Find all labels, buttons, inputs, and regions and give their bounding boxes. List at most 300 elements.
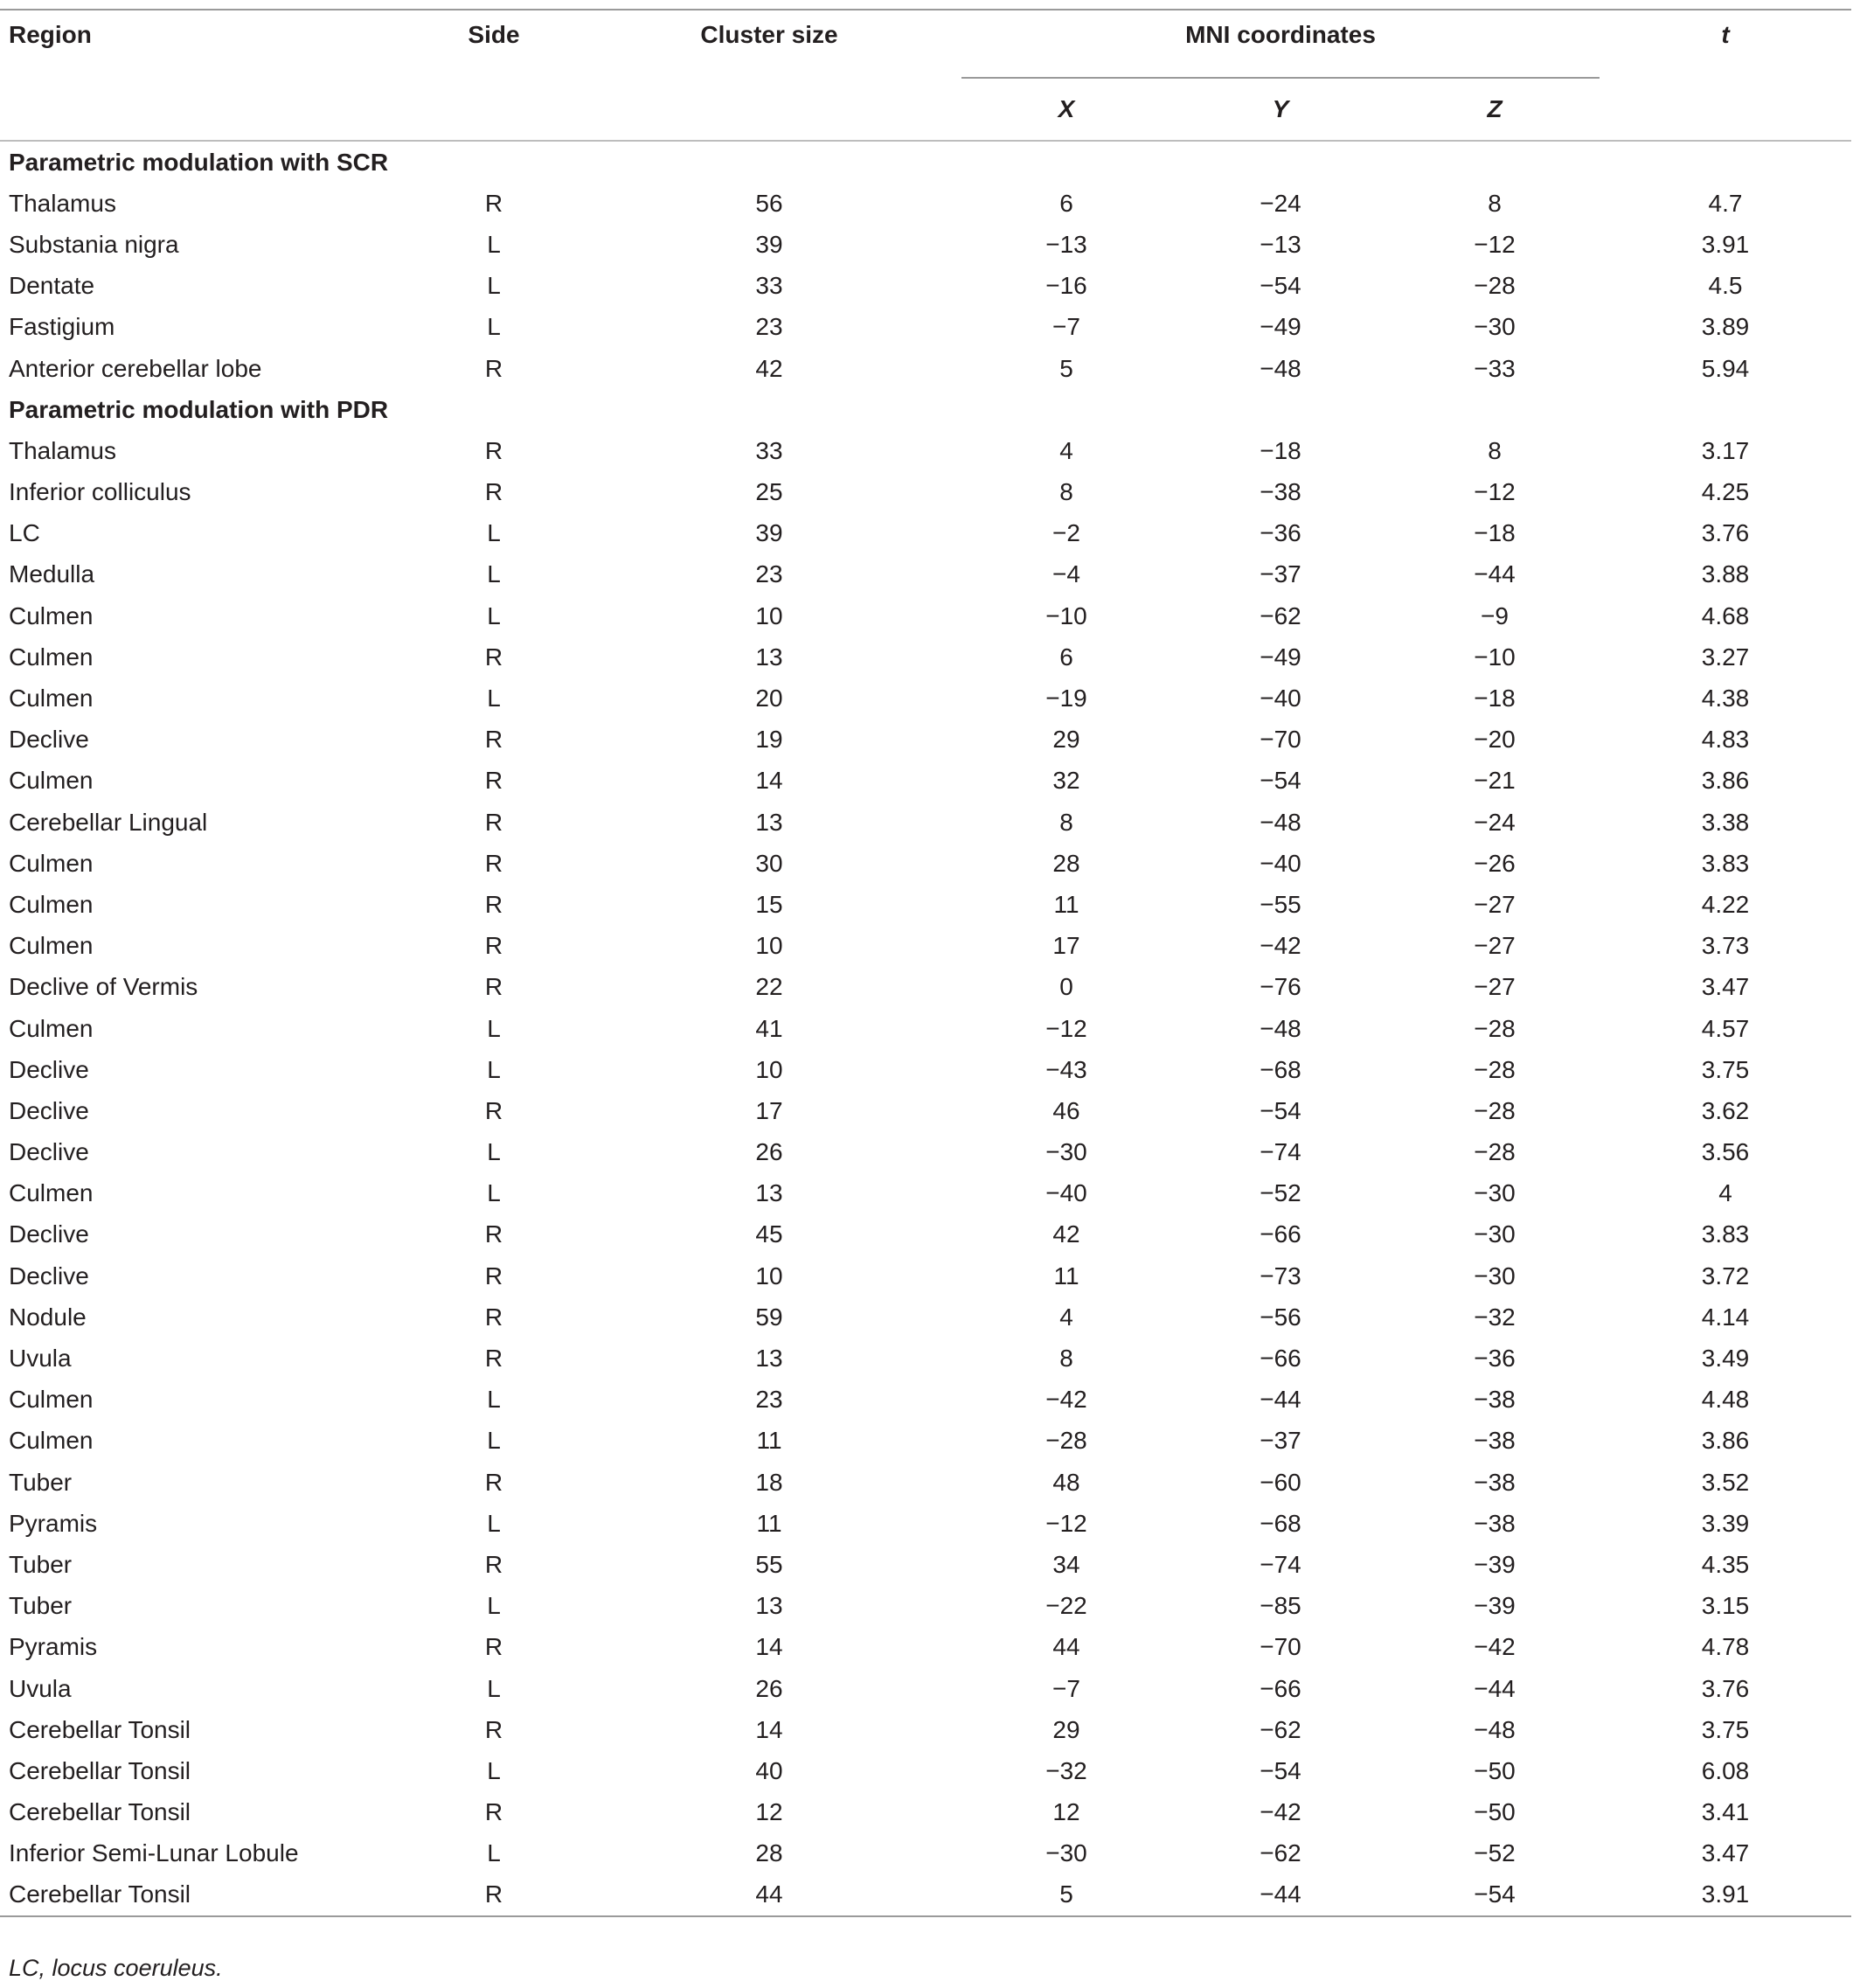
table-row bbox=[0, 1338, 1851, 1379]
cell-region: Tuber bbox=[9, 1550, 73, 1578]
cell-cluster-size: 33 bbox=[755, 436, 783, 464]
table-row bbox=[0, 224, 1851, 265]
cell-t: 4.25 bbox=[1701, 478, 1750, 506]
cell-x: 28 bbox=[1052, 849, 1080, 877]
cell-region: Uvula bbox=[9, 1674, 72, 1702]
header-cluster-size: Cluster size bbox=[700, 21, 838, 48]
cell-side: R bbox=[484, 643, 503, 671]
cell-z: −33 bbox=[1474, 354, 1516, 382]
cell-y: −48 bbox=[1260, 1014, 1301, 1042]
cell-y: −74 bbox=[1260, 1550, 1301, 1578]
cell-region: Culmen bbox=[9, 601, 94, 629]
cell-z: −50 bbox=[1474, 1798, 1516, 1826]
cell-cluster-size: 23 bbox=[755, 1386, 783, 1414]
cell-side: L bbox=[487, 560, 501, 588]
cell-x: 11 bbox=[1053, 1262, 1079, 1289]
cell-cluster-size: 11 bbox=[756, 1509, 782, 1537]
cell-region: Thalamus bbox=[9, 189, 116, 217]
cell-x: −13 bbox=[1045, 230, 1087, 258]
section-header-row bbox=[0, 141, 1851, 183]
cell-t: 4.57 bbox=[1701, 1014, 1750, 1042]
cell-x: 11 bbox=[1053, 890, 1079, 918]
cell-cluster-size: 59 bbox=[755, 1303, 783, 1331]
cell-y: −62 bbox=[1260, 1839, 1301, 1867]
cell-cluster-size: 40 bbox=[755, 1756, 783, 1784]
cell-y: −49 bbox=[1260, 643, 1301, 671]
table-row bbox=[0, 1380, 1851, 1421]
header-mni-coordinates bbox=[961, 10, 1600, 79]
cell-side: R bbox=[484, 808, 503, 836]
table-row bbox=[0, 1421, 1851, 1462]
cell-z: −42 bbox=[1474, 1633, 1516, 1661]
cell-cluster-size: 19 bbox=[755, 726, 783, 754]
cell-y: −74 bbox=[1260, 1138, 1301, 1166]
table-row bbox=[0, 761, 1851, 802]
cell-cluster-size: 13 bbox=[755, 808, 783, 836]
cell-t: 3.15 bbox=[1701, 1592, 1750, 1620]
cell-cluster-size: 45 bbox=[755, 1220, 783, 1248]
table-body bbox=[0, 141, 1851, 1916]
cell-z: −39 bbox=[1474, 1592, 1516, 1620]
cell-region: Cerebellar Tonsil bbox=[9, 1798, 191, 1826]
table-row bbox=[0, 1503, 1851, 1544]
header-x: X bbox=[1058, 95, 1075, 122]
cell-side: R bbox=[484, 1345, 503, 1373]
cell-side: L bbox=[487, 1592, 501, 1620]
table-row bbox=[0, 513, 1851, 554]
cell-region: Tuber bbox=[9, 1468, 73, 1496]
table-row bbox=[0, 1586, 1851, 1627]
cell-y: −68 bbox=[1260, 1055, 1301, 1083]
cell-x: 6 bbox=[1059, 643, 1073, 671]
cell-y: −42 bbox=[1260, 932, 1301, 960]
cell-t: 4.22 bbox=[1701, 890, 1750, 918]
table-row bbox=[0, 1750, 1851, 1791]
section-header-row bbox=[0, 389, 1851, 430]
table-row bbox=[0, 554, 1851, 595]
cell-t: 3.76 bbox=[1701, 1674, 1750, 1702]
table-row bbox=[0, 472, 1851, 513]
cell-t: 4.83 bbox=[1701, 726, 1750, 754]
cell-t: 3.86 bbox=[1701, 1427, 1750, 1455]
cell-t: 3.73 bbox=[1701, 932, 1750, 960]
table-row bbox=[0, 967, 1851, 1008]
cell-region: Cerebellar Tonsil bbox=[9, 1715, 191, 1743]
cell-y: −24 bbox=[1260, 189, 1301, 217]
cell-side: R bbox=[484, 1303, 503, 1331]
table-row bbox=[0, 1255, 1851, 1296]
cell-x: −32 bbox=[1045, 1756, 1087, 1784]
cell-side: R bbox=[484, 478, 503, 506]
cell-region: LC bbox=[9, 519, 40, 547]
table-row bbox=[0, 802, 1851, 843]
cell-t: 3.75 bbox=[1701, 1055, 1750, 1083]
cell-x: −30 bbox=[1045, 1839, 1087, 1867]
cell-side: L bbox=[487, 1179, 501, 1207]
cell-z: −38 bbox=[1474, 1509, 1516, 1537]
cell-z: −52 bbox=[1474, 1839, 1516, 1867]
cell-region: Declive bbox=[9, 1055, 89, 1083]
cell-y: −48 bbox=[1260, 354, 1301, 382]
cell-y: −66 bbox=[1260, 1674, 1301, 1702]
cell-y: −68 bbox=[1260, 1509, 1301, 1537]
cell-z: −44 bbox=[1474, 560, 1516, 588]
cell-z: −28 bbox=[1474, 1138, 1516, 1166]
section-title: Parametric modulation with SCR bbox=[9, 148, 389, 176]
table-row bbox=[0, 183, 1851, 224]
cell-side: R bbox=[484, 1798, 503, 1826]
cell-z: −28 bbox=[1474, 1096, 1516, 1124]
cell-t: 4.14 bbox=[1701, 1303, 1750, 1331]
cell-cluster-size: 41 bbox=[755, 1014, 783, 1042]
cell-z: −18 bbox=[1474, 519, 1516, 547]
cell-z: −36 bbox=[1474, 1345, 1516, 1373]
cell-cluster-size: 42 bbox=[755, 354, 783, 382]
cell-y: −54 bbox=[1260, 1756, 1301, 1784]
table-row bbox=[0, 719, 1851, 761]
cell-cluster-size: 22 bbox=[755, 973, 783, 1001]
cell-side: R bbox=[484, 1468, 503, 1496]
cell-x: 17 bbox=[1052, 932, 1080, 960]
cell-region: Culmen bbox=[9, 685, 94, 712]
cell-y: −36 bbox=[1260, 519, 1301, 547]
cell-side: R bbox=[484, 1715, 503, 1743]
cell-region: Anterior cerebellar lobe bbox=[9, 354, 262, 382]
cell-t: 3.83 bbox=[1701, 1220, 1750, 1248]
cell-t: 4.68 bbox=[1701, 601, 1750, 629]
cell-t: 3.62 bbox=[1701, 1096, 1750, 1124]
cell-side: L bbox=[487, 313, 501, 341]
cell-region: Pyramis bbox=[9, 1633, 98, 1661]
table-row bbox=[0, 266, 1851, 307]
cell-cluster-size: 39 bbox=[755, 230, 783, 258]
table-row bbox=[0, 1090, 1851, 1131]
cell-t: 3.49 bbox=[1701, 1345, 1750, 1373]
cell-t: 3.88 bbox=[1701, 560, 1750, 588]
cell-region: Culmen bbox=[9, 1386, 94, 1414]
table-row bbox=[0, 1544, 1851, 1585]
cell-t: 3.41 bbox=[1701, 1798, 1750, 1826]
cell-t: 3.89 bbox=[1701, 313, 1750, 341]
cell-cluster-size: 13 bbox=[755, 1179, 783, 1207]
cell-t: 3.76 bbox=[1701, 519, 1750, 547]
cell-t: 5.94 bbox=[1701, 354, 1750, 382]
cell-z: −54 bbox=[1474, 1880, 1516, 1908]
cell-y: −66 bbox=[1260, 1345, 1301, 1373]
table-row bbox=[0, 1792, 1851, 1833]
cell-x: −19 bbox=[1045, 685, 1087, 712]
cell-x: −12 bbox=[1045, 1509, 1087, 1537]
cell-x: 12 bbox=[1052, 1798, 1080, 1826]
cell-y: −62 bbox=[1260, 601, 1301, 629]
cell-x: 29 bbox=[1052, 726, 1080, 754]
cell-t: 3.47 bbox=[1701, 973, 1750, 1001]
cell-cluster-size: 10 bbox=[755, 1262, 783, 1289]
header-z: Z bbox=[1487, 95, 1503, 122]
cell-z: −38 bbox=[1474, 1386, 1516, 1414]
cell-side: L bbox=[487, 1055, 501, 1083]
cell-side: L bbox=[487, 1427, 501, 1455]
cell-z: −28 bbox=[1474, 1014, 1516, 1042]
cell-region: Cerebellar Lingual bbox=[9, 808, 208, 836]
table-row bbox=[0, 884, 1851, 925]
cell-x: 8 bbox=[1059, 478, 1073, 506]
cell-cluster-size: 28 bbox=[755, 1839, 783, 1867]
header-y: Y bbox=[1272, 95, 1289, 122]
cell-t: 3.39 bbox=[1701, 1509, 1750, 1537]
header-region: Region bbox=[9, 21, 92, 48]
header-mni-label: MNI coordinates bbox=[1185, 21, 1376, 48]
cell-y: −66 bbox=[1260, 1220, 1301, 1248]
cell-z: −30 bbox=[1474, 313, 1516, 341]
cell-y: −70 bbox=[1260, 1633, 1301, 1661]
table-row bbox=[0, 430, 1851, 471]
cell-z: −12 bbox=[1474, 230, 1516, 258]
cell-cluster-size: 39 bbox=[755, 519, 783, 547]
table-row bbox=[0, 307, 1851, 348]
cell-z: −30 bbox=[1474, 1179, 1516, 1207]
cell-cluster-size: 44 bbox=[755, 1880, 783, 1908]
cell-z: −20 bbox=[1474, 726, 1516, 754]
cell-t: 3.52 bbox=[1701, 1468, 1750, 1496]
cell-cluster-size: 14 bbox=[755, 1715, 783, 1743]
cell-z: −28 bbox=[1474, 272, 1516, 300]
cell-z: −26 bbox=[1474, 849, 1516, 877]
cell-x: −4 bbox=[1052, 560, 1080, 588]
cell-y: −40 bbox=[1260, 849, 1301, 877]
cell-region: Culmen bbox=[9, 643, 94, 671]
cell-cluster-size: 20 bbox=[755, 685, 783, 712]
cell-y: −52 bbox=[1260, 1179, 1301, 1207]
cell-side: R bbox=[484, 354, 503, 382]
cell-x: 42 bbox=[1052, 1220, 1080, 1248]
cell-y: −49 bbox=[1260, 313, 1301, 341]
cell-x: 46 bbox=[1052, 1096, 1080, 1124]
cell-region: Declive bbox=[9, 1220, 89, 1248]
cell-y: −54 bbox=[1260, 1096, 1301, 1124]
cell-cluster-size: 26 bbox=[755, 1674, 783, 1702]
cell-z: −30 bbox=[1474, 1262, 1516, 1289]
cell-y: −54 bbox=[1260, 272, 1301, 300]
cell-z: −50 bbox=[1474, 1756, 1516, 1784]
cell-z: −38 bbox=[1474, 1468, 1516, 1496]
cell-region: Declive bbox=[9, 1138, 89, 1166]
cell-z: −21 bbox=[1474, 767, 1516, 795]
section-title: Parametric modulation with PDR bbox=[9, 395, 389, 423]
cell-side: L bbox=[487, 1674, 501, 1702]
cell-x: 5 bbox=[1059, 1880, 1073, 1908]
cell-x: −16 bbox=[1045, 272, 1087, 300]
cell-y: −44 bbox=[1260, 1386, 1301, 1414]
cell-side: R bbox=[484, 1096, 503, 1124]
table-row bbox=[0, 1668, 1851, 1709]
cell-side: L bbox=[487, 1839, 501, 1867]
cell-y: −56 bbox=[1260, 1303, 1301, 1331]
cell-z: −32 bbox=[1474, 1303, 1516, 1331]
cell-t: 3.56 bbox=[1701, 1138, 1750, 1166]
cell-t: 4.78 bbox=[1701, 1633, 1750, 1661]
cell-t: 3.83 bbox=[1701, 849, 1750, 877]
cell-z: −12 bbox=[1474, 478, 1516, 506]
cell-z: −38 bbox=[1474, 1427, 1516, 1455]
cell-t: 4.35 bbox=[1701, 1550, 1750, 1578]
cell-side: R bbox=[484, 1633, 503, 1661]
cell-t: 4.5 bbox=[1708, 272, 1743, 300]
cell-x: 0 bbox=[1059, 973, 1073, 1001]
cell-x: 5 bbox=[1059, 354, 1073, 382]
table-row bbox=[0, 1874, 1851, 1916]
cell-cluster-size: 26 bbox=[755, 1138, 783, 1166]
cell-x: 34 bbox=[1052, 1550, 1080, 1578]
table-row bbox=[0, 1173, 1851, 1214]
cell-cluster-size: 13 bbox=[755, 1345, 783, 1373]
cell-side: L bbox=[487, 1138, 501, 1166]
cell-x: 4 bbox=[1059, 1303, 1073, 1331]
cell-cluster-size: 30 bbox=[755, 849, 783, 877]
cell-region: Nodule bbox=[9, 1303, 87, 1331]
cell-z: −48 bbox=[1474, 1715, 1516, 1743]
cell-side: L bbox=[487, 519, 501, 547]
table-footnote: LC, locus coeruleus. bbox=[9, 1955, 223, 1981]
cell-cluster-size: 56 bbox=[755, 189, 783, 217]
cell-side: L bbox=[487, 601, 501, 629]
table-row bbox=[0, 1296, 1851, 1338]
cell-y: −54 bbox=[1260, 767, 1301, 795]
cell-t: 4.38 bbox=[1701, 685, 1750, 712]
cell-cluster-size: 25 bbox=[755, 478, 783, 506]
cell-side: R bbox=[484, 1220, 503, 1248]
cell-y: −37 bbox=[1260, 560, 1301, 588]
cell-y: −44 bbox=[1260, 1880, 1301, 1908]
cell-t: 3.91 bbox=[1701, 1880, 1750, 1908]
cell-t: 6.08 bbox=[1701, 1756, 1750, 1784]
cell-t: 4 bbox=[1718, 1179, 1732, 1207]
table-row bbox=[0, 636, 1851, 678]
cell-region: Dentate bbox=[9, 272, 95, 300]
cell-t: 3.72 bbox=[1701, 1262, 1750, 1289]
cell-t: 4.48 bbox=[1701, 1386, 1750, 1414]
cell-side: R bbox=[484, 849, 503, 877]
cell-x: −12 bbox=[1045, 1014, 1087, 1042]
cell-x: −10 bbox=[1045, 601, 1087, 629]
cell-side: R bbox=[484, 767, 503, 795]
cell-x: −7 bbox=[1052, 313, 1080, 341]
cell-side: R bbox=[484, 1880, 503, 1908]
cell-x: −42 bbox=[1045, 1386, 1087, 1414]
table-row bbox=[0, 1709, 1851, 1750]
table-row bbox=[0, 1214, 1851, 1255]
cell-cluster-size: 17 bbox=[755, 1096, 783, 1124]
cell-cluster-size: 23 bbox=[755, 313, 783, 341]
cell-side: R bbox=[484, 932, 503, 960]
cell-region: Thalamus bbox=[9, 436, 116, 464]
table-row bbox=[0, 678, 1851, 719]
mni-divider bbox=[961, 77, 1600, 79]
cell-region: Fastigium bbox=[9, 313, 115, 341]
cell-side: L bbox=[487, 230, 501, 258]
cell-t: 3.47 bbox=[1701, 1839, 1750, 1867]
cell-y: −55 bbox=[1260, 890, 1301, 918]
cell-region: Inferior Semi-Lunar Lobule bbox=[9, 1839, 299, 1867]
cell-t: 3.86 bbox=[1701, 767, 1750, 795]
cell-y: −42 bbox=[1260, 1798, 1301, 1826]
cell-cluster-size: 13 bbox=[755, 643, 783, 671]
cell-x: 8 bbox=[1059, 808, 1073, 836]
table-header bbox=[0, 10, 1851, 141]
cell-region: Inferior colliculus bbox=[9, 478, 191, 506]
cell-y: −37 bbox=[1260, 1427, 1301, 1455]
cell-side: R bbox=[484, 436, 503, 464]
table-row bbox=[0, 1833, 1851, 1874]
cell-region: Tuber bbox=[9, 1592, 73, 1620]
table-row bbox=[0, 1008, 1851, 1049]
cell-y: −60 bbox=[1260, 1468, 1301, 1496]
cell-z: −10 bbox=[1474, 643, 1516, 671]
cell-x: −2 bbox=[1052, 519, 1080, 547]
cell-region: Declive bbox=[9, 1096, 89, 1124]
cell-x: 29 bbox=[1052, 1715, 1080, 1743]
cell-z: −39 bbox=[1474, 1550, 1516, 1578]
cell-y: −73 bbox=[1260, 1262, 1301, 1289]
cell-region: Culmen bbox=[9, 932, 94, 960]
cell-y: −76 bbox=[1260, 973, 1301, 1001]
cell-side: R bbox=[484, 189, 503, 217]
cell-x: −22 bbox=[1045, 1592, 1087, 1620]
cell-z: −44 bbox=[1474, 1674, 1516, 1702]
cell-region: Culmen bbox=[9, 1179, 94, 1207]
cell-z: −27 bbox=[1474, 932, 1516, 960]
table-row bbox=[0, 843, 1851, 884]
cell-x: −28 bbox=[1045, 1427, 1087, 1455]
cell-cluster-size: 55 bbox=[755, 1550, 783, 1578]
cell-region: Declive bbox=[9, 1262, 89, 1289]
cell-y: −40 bbox=[1260, 685, 1301, 712]
cell-z: −24 bbox=[1474, 808, 1516, 836]
cell-side: L bbox=[487, 1014, 501, 1042]
cell-side: L bbox=[487, 685, 501, 712]
cell-side: R bbox=[484, 1262, 503, 1289]
cell-region: Cerebellar Tonsil bbox=[9, 1756, 191, 1784]
table-row bbox=[0, 1462, 1851, 1503]
table-row bbox=[0, 595, 1851, 636]
cell-y: −18 bbox=[1260, 436, 1301, 464]
cell-y: −48 bbox=[1260, 808, 1301, 836]
cell-region: Uvula bbox=[9, 1345, 72, 1373]
header-t: t bbox=[1721, 21, 1730, 48]
cell-z: −18 bbox=[1474, 685, 1516, 712]
cell-y: −13 bbox=[1260, 230, 1301, 258]
cell-cluster-size: 15 bbox=[755, 890, 783, 918]
cell-region: Declive of Vermis bbox=[9, 973, 198, 1001]
cell-side: R bbox=[484, 973, 503, 1001]
cell-t: 3.91 bbox=[1701, 230, 1750, 258]
cell-z: −28 bbox=[1474, 1055, 1516, 1083]
cell-cluster-size: 14 bbox=[755, 767, 783, 795]
cell-z: −9 bbox=[1481, 601, 1509, 629]
cell-x: −30 bbox=[1045, 1138, 1087, 1166]
cell-x: −43 bbox=[1045, 1055, 1087, 1083]
cell-side: R bbox=[484, 726, 503, 754]
cell-x: 48 bbox=[1052, 1468, 1080, 1496]
cell-side: R bbox=[484, 890, 503, 918]
cell-x: 44 bbox=[1052, 1633, 1080, 1661]
cell-region: Medulla bbox=[9, 560, 95, 588]
table-row bbox=[0, 348, 1851, 389]
cell-cluster-size: 11 bbox=[756, 1427, 782, 1455]
cell-z: −27 bbox=[1474, 973, 1516, 1001]
cell-y: −70 bbox=[1260, 726, 1301, 754]
cell-region: Culmen bbox=[9, 890, 94, 918]
